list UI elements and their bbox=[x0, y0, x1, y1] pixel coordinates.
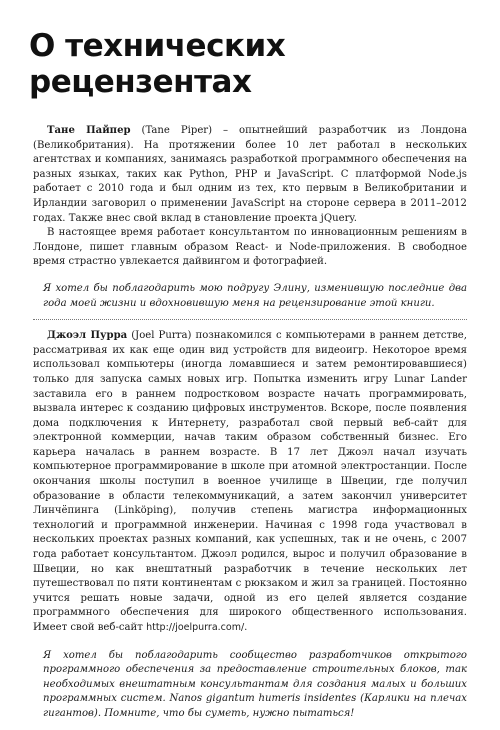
reviewers-section bbox=[33, 124, 467, 730]
reviewer2-bio bbox=[33, 329, 467, 635]
reviewer1-intro: (Tane Piper) – опытнейший разработчик из Лондона (Великобритания). На протяжении более 10 лет работал в нескольких агентствах и компаниях, занимаясь разработкой программного обеспечения на разных языках, таких как Python, PHP и JavaScript. С платформой Node.js работает с 2010 года и был одним из тех, кто первым в Великобритании и Ирландии заговорил о применении JavaScript на стороне сервера в 2011–2012 годах. Также внес свой вклад в становление проекта jQuery. bbox=[33, 125, 467, 224]
reviewer1-acknowledgment: Я хотел бы поблагодарить мою подругу Элину, изменившую последние два года моей жизни и вдохновившую меня на рецензирование этой книги. bbox=[33, 277, 467, 320]
reviewer2-website-link[interactable]: http://joelpurra.com/ bbox=[146, 622, 245, 633]
reviewer1-name: Тане Пайпер bbox=[47, 125, 131, 136]
reviewer2-name: Джоэл Пурра bbox=[47, 330, 128, 342]
reviewer1-bio bbox=[33, 124, 467, 226]
reviewer1-bio-2: В настоящее время работает консультантом по инновационным решениям в Лондоне, пишет главным образом React- и Node-приложения. В свободное время страстно увлекается дайвингом и фотографией. bbox=[33, 227, 467, 268]
reviewer2-intro: (Joel Purra) познакомился с компьютерами в раннем детстве, рассматривая их как еще один вид устройств для видеоигр. Некоторое время использовал компьютеры (иногда ломавшиеся и затем ремонтировавшиеся) только для запуска самых новых игр. Попытка изменить игру Lunar Lander заставила его в раннем подростковом возрасте начать программировать, вызвала интерес к созданию цифровых инструментов. Вскоре, после появления дома подключения к Интернету, разработал свой первый веб-сайт для электронной коммерции, начав таким образом собственный бизнес. Его карьера началась в раннем возрасте. В 17 лет Джоэл начал изучать компьютерное программирование в школе при атомной электростанции. После окончания школы поступил в военное училище в Швеции, где получил образование в области телекоммуникаций, а затем закончил университет Линчёпинга (Linköping), получив степень магистра информационных технологий и программной инженерии. Начиная с 1998 года участвовал в нескольких проектах разных компаний, как успешных, так и не очень, с 2007 года работает консультантом. Джоэл родился, вырос и получил образование в Швеции, но как внештатный разработчик в течение нескольких лет путешествовал по пяти континентам с рюкзаком и жил за границей. Постоянно учится решать новые задачи, одной из его целей является создание программного обеспечения для широкого общественного использования. Имеет свой веб-сайт bbox=[33, 330, 467, 633]
reviewer2-website-suffix: . bbox=[244, 622, 248, 633]
reviewer2-acknowledgment: Я хотел бы поблагодарить сообщество разработчиков открытого программного обеспечения за предоставление строительных блоков, так необходимых внештатным консультантам для создания малых и больших программных систем. Nanos gigantum humeris insidentes (Карлики на плечах гигантов). Помните, что бы суметь, нужно пытаться! bbox=[43, 649, 467, 719]
page-title: О технических рецензентах bbox=[29, 28, 286, 100]
